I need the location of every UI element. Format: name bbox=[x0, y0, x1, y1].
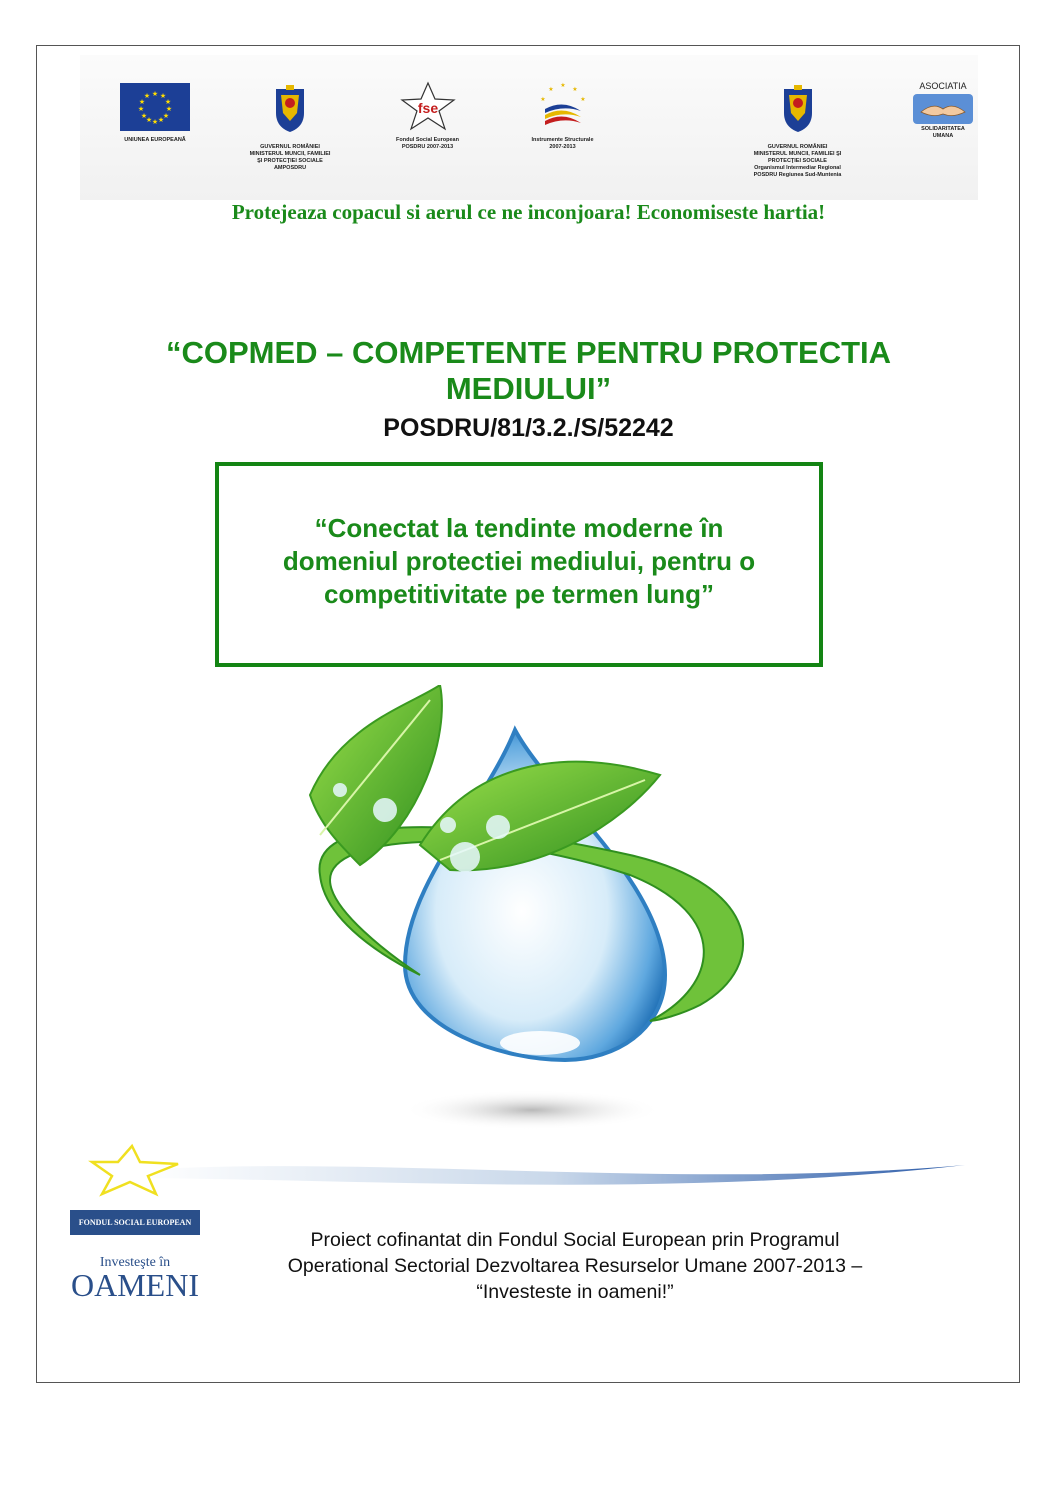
svg-text:★: ★ bbox=[145, 116, 153, 124]
oameni-label: OAMENI bbox=[71, 1267, 199, 1303]
romanian-crest-icon bbox=[780, 83, 816, 133]
footer-line-3: “Investeste in oameni!” bbox=[476, 1281, 674, 1303]
eu-flag-icon bbox=[120, 83, 190, 131]
water-drop-leaves-illustration bbox=[300, 685, 760, 1130]
is-caption: Instrumente Structurale 2007-2013 bbox=[531, 137, 594, 150]
motto-text bbox=[229, 512, 809, 611]
project-title-line-2: MEDIULUI” bbox=[445, 371, 612, 406]
is-logo bbox=[515, 79, 610, 151]
project-code: POSDRU/81/3.2./S/52242 bbox=[383, 414, 674, 442]
svg-text:★: ★ bbox=[164, 98, 172, 106]
svg-text:★: ★ bbox=[151, 90, 159, 98]
fse-logo bbox=[380, 81, 475, 151]
svg-text:★: ★ bbox=[143, 92, 151, 100]
eu-logo bbox=[115, 83, 195, 144]
logo-strip bbox=[80, 55, 978, 200]
handshake-icon bbox=[913, 94, 973, 124]
gov-caption-1: GUVERNUL ROMÂNIEI MINISTERUL MUNCII, FAMILIEI ŞI PROTECŢIEI SOCIALE AMPOSDRU bbox=[249, 144, 331, 171]
svg-text:★: ★ bbox=[138, 98, 146, 106]
gov-logo-2 bbox=[740, 83, 855, 179]
dew-drop bbox=[486, 815, 510, 839]
structural-instruments-icon bbox=[535, 79, 591, 135]
motto-line-3: competitivitate pe termen lung” bbox=[323, 579, 715, 609]
svg-text:★: ★ bbox=[165, 105, 173, 113]
motto-line-1: “Conectat la tendinte moderne în bbox=[314, 513, 724, 543]
dew-drop bbox=[440, 817, 456, 833]
dew-drop bbox=[333, 783, 347, 797]
eu-caption: UNIUNEA EUROPEANĂ bbox=[124, 137, 186, 143]
svg-text:★: ★ bbox=[571, 86, 578, 93]
footer-line-1: Proiect cofinantat din Fondul Social European prin Programul bbox=[310, 1229, 840, 1251]
star-icon bbox=[92, 1146, 178, 1194]
footer-line-2: Operational Sectorial Dezvoltarea Resurselor Umane 2007-2013 – bbox=[287, 1255, 863, 1277]
gov-logo-1 bbox=[240, 83, 340, 172]
fse-footer-logo: FONDUL SOCIAL EUROPEAN bbox=[70, 1210, 200, 1235]
project-title bbox=[60, 335, 997, 407]
fse-star-icon bbox=[398, 81, 458, 133]
investeste-label: Investeşte în bbox=[99, 1255, 171, 1270]
fse-caption: Fondul Social European POSDRU 2007-2013 bbox=[396, 137, 459, 150]
svg-text:★: ★ bbox=[162, 112, 170, 120]
slogan: Protejeaza copacul si aerul ce ne inconjoara! Economiseste hartia! bbox=[231, 200, 826, 224]
svg-text:★: ★ bbox=[539, 96, 546, 103]
svg-text:★: ★ bbox=[157, 116, 165, 124]
association-logo bbox=[910, 81, 976, 140]
svg-text:★: ★ bbox=[151, 118, 159, 126]
footer-text bbox=[230, 1227, 920, 1305]
svg-text:★: ★ bbox=[579, 96, 586, 103]
romanian-crest-icon bbox=[272, 83, 308, 133]
association-caption: SOLIDARITATEA UMANA bbox=[921, 126, 965, 139]
drop-shadow bbox=[402, 1090, 662, 1130]
gov-caption-2: GUVERNUL ROMÂNIEI MINISTERUL MUNCII, FAMILIEI ŞI PROTECŢIEI SOCIALE Organismul Intermediar Regional POSDRU Regiunea Sud-Muntenia bbox=[753, 144, 842, 178]
svg-text:★: ★ bbox=[140, 112, 148, 120]
svg-text:★: ★ bbox=[159, 92, 167, 100]
fse-logo-text: fse bbox=[417, 100, 438, 116]
motto-line-2: domeniul protectiei mediului, pentru o bbox=[282, 546, 756, 576]
dew-drop bbox=[450, 842, 480, 872]
dew-drop bbox=[373, 798, 397, 822]
association-top-label: ASOCIATIA bbox=[919, 81, 967, 91]
svg-text:★: ★ bbox=[559, 82, 566, 89]
motto-box bbox=[215, 462, 823, 667]
project-title-line-1: “COPMED – COMPETENTE PENTRU PROTECTIA bbox=[165, 335, 892, 370]
svg-text:★: ★ bbox=[137, 105, 145, 113]
swoosh-banner bbox=[80, 1140, 970, 1200]
svg-text:★: ★ bbox=[547, 86, 554, 93]
